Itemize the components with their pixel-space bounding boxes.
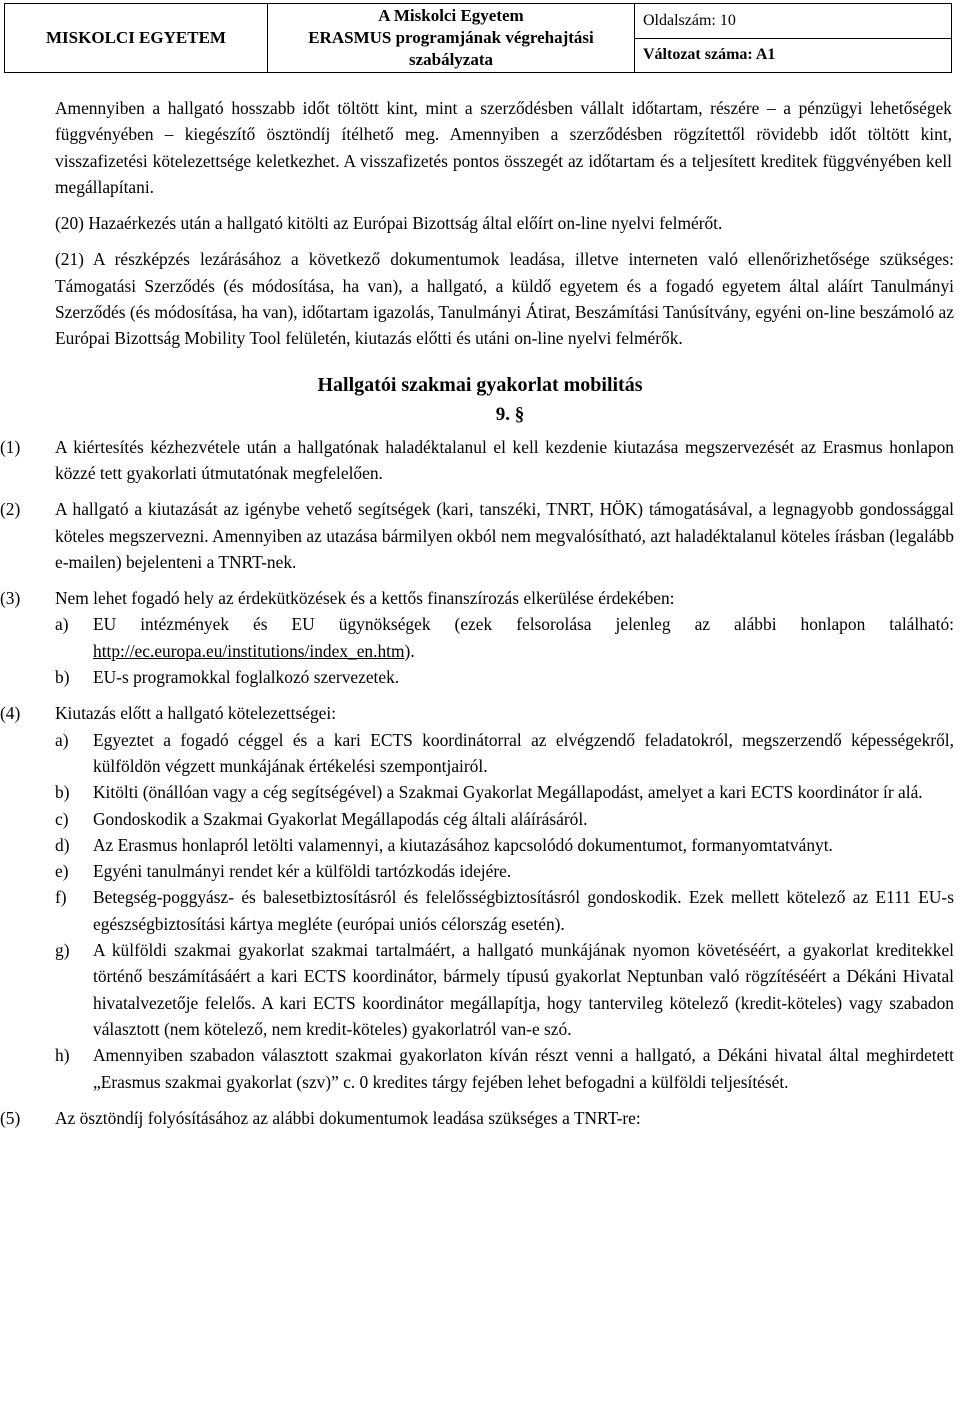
item-text: Kiutazás előtt a hallgató kötelezettségei: [55,703,337,724]
item-text: Nem lehet fogadó hely az érdekütközések és a kettős finanszírozás elkerülése érdekében: [55,588,675,609]
item-text: Amennyiben szabadon választott szakmai gyakorlaton kíván részt venni a hallgató, a Dékáni hivatal által meghirdetett „Erasmus szakmai gyakorlat (szv)” c. 0 kredites tárgy fejében lehet befogadni a külföldi teljesítését. [93,1045,954,1092]
item-text: A kiértesítés kézhezvétele után a hallgatónak haladéktalanul el kell kezdenie kiutazása megszervezését az Erasmus honlapon közzé tett gyakorlati útmutatónak megfelelően. [55,436,954,483]
item-letter: a) [55,729,69,750]
header-document-title [268,4,635,72]
item-number: (3) [0,588,21,609]
intro-paragraph: Amennyiben a hallgató hosszabb időt töltött kint, mint a szerződésben vállalt időtartam, részére – a pénzügyi lehetőségek függvényében – kiegészítő ösztöndíj ítélhető meg. Amennyiben a szerződésben rögzítettől rövidebb időt töltött kint, visszafizetési kötelezettsége keletkezhet. A visszafizetés pontos összegét az időtartam és a teljesített kreditek függvényében kell megállapítani. [55,98,952,197]
item-letter: a) [55,614,69,635]
header-title-line-1: A Miskolci Egyetem [378,6,524,25]
section-number: 9. § [495,403,525,425]
item-4g [0,937,960,1042]
item-5 [0,1105,960,1131]
item-text: Az Erasmus honlapról letölti valamennyi, a kiutazásához kapcsolódó dokumentumot, formanyomtatványt. [93,834,833,855]
item-letter: b) [55,667,70,688]
item-text: Egyeztet a fogadó céggel és a kari ECTS koordinátorral az elvégzendő feladatokról, megszerzendő képességekről, külföldön végzett munkájának értékelési szempontjairól. [93,729,954,776]
item-text [93,611,954,664]
item-letter: c) [55,808,69,829]
item-4b [0,779,960,805]
item-number: (5) [0,1107,21,1128]
paragraph-20: (20) Hazaérkezés után a hallgató kitölti az Európai Bizottság által előírt on-line nyelvi felmérőt. [55,213,723,234]
header-institution: MISKOLCI EGYETEM [5,4,268,72]
eu-institutions-link[interactable]: http://ec.europa.eu/institutions/index_en.htm [93,640,405,661]
header-page-number: Oldalszám: 10 [635,4,951,39]
paragraph-21: (21) A részképzés lezárásához a következő dokumentumok leadása, illetve interneten való ellenőrizhetősége szükséges: Támogatási Szerződés (és módosítása, ha van), a hallgató, a küldő egyetem és a fogadó egyetem által aláírt Tanulmányi Szerződés (és módosítása, ha van), időtartam igazolás, Tanulmányi Átirat, Beszámítási Tanúsítvány, egyéni on-line beszámoló az Európai Bizottság Mobility Tool felületén, kiutazás előtti és utáni on-line nyelvi felmérők. [55,249,954,349]
header-version: Változat száma: A1 [643,46,776,64]
item-1 [0,434,960,487]
item-4f [0,884,960,937]
header-meta [635,4,951,72]
item-letter: e) [55,861,69,882]
document-body [0,95,960,1131]
header-title-line-3: szabályzata [408,50,494,69]
item-letter: h) [55,1045,70,1066]
item-number: (2) [0,499,21,520]
item-text-part: EU intézmények és EU ügynökségek (ezek felsorolása jelenleg az alábbi honlapon található: [93,614,954,635]
item-text: A külföldi szakmai gyakorlat szakmai tartalmáért, a hallgató munkájának nyomon követéséért, a gyakorlat kreditekkel történő beszámításáért a kari ECTS koordinátor, bármely típusú gyakorlat Neptunban való rögzítéséért a Dékáni Hivatal hivatalvezetője felelős. A kari ECTS koordinátor megállapítja, hogy tantervileg kötelező (kredit-köteles) vagy szabadon választott (nem kötelező, nem kredit-köteles) gyakorlatról van-e szó. [93,940,954,1039]
item-4d [0,832,960,858]
item-number: (4) [0,703,21,724]
section-heading: Hallgatói szakmai gyakorlat mobilitás [317,373,643,396]
item-text: A hallgató a kiutazását az igénybe vehető segítségek (kari, tanszéki, TNRT, HÖK) támogatásával, a legnagyobb gondossággal köteles megszervezni. Amennyiben az utazása bármilyen okból nem megvalósítható, azt haladéktalanul köteles írásban (legalább e-mailen) bejelenteni a TNRT-nek. [55,499,954,572]
item-number: (1) [0,436,21,457]
item-3 [0,585,960,611]
item-3a [0,611,960,664]
item-text: Egyéni tanulmányi rendet kér a külföldi tartózkodás idejére. [93,861,512,882]
item-text-part: ). [404,640,415,661]
item-4c [0,806,960,832]
item-4h [0,1042,960,1095]
item-text: Betegség-poggyász- és balesetbiztosításról és felelősségbiztosításról gondoskodik. Ezek mellett kötelező az E111 EU-s egészségbiztosítási kártya megléte (európai uniós célország esetén). [93,887,954,934]
item-text: Gondoskodik a Szakmai Gyakorlat Megállapodás cég általi aláírásáról. [93,808,588,829]
document-header [4,3,952,73]
item-3b [0,664,960,690]
item-letter: d) [55,834,70,855]
header-title-line-2: ERASMUS programjának végrehajtási [308,28,594,47]
item-2 [0,496,960,575]
item-text: EU-s programokkal foglalkozó szervezetek. [93,667,400,688]
item-letter: g) [55,940,70,961]
item-4 [0,700,960,726]
item-letter: b) [55,782,70,803]
item-4e [0,858,960,884]
item-text: Az ösztöndíj folyósításához az alábbi dokumentumok leadása szükséges a TNRT-re: [55,1107,641,1128]
item-letter: f) [55,887,67,908]
item-text: Kitölti (önállóan vagy a cég segítségével) a Szakmai Gyakorlat Megállapodást, amelyet a kari ECTS koordinátor ír alá. [93,782,923,803]
item-4a [0,727,960,780]
